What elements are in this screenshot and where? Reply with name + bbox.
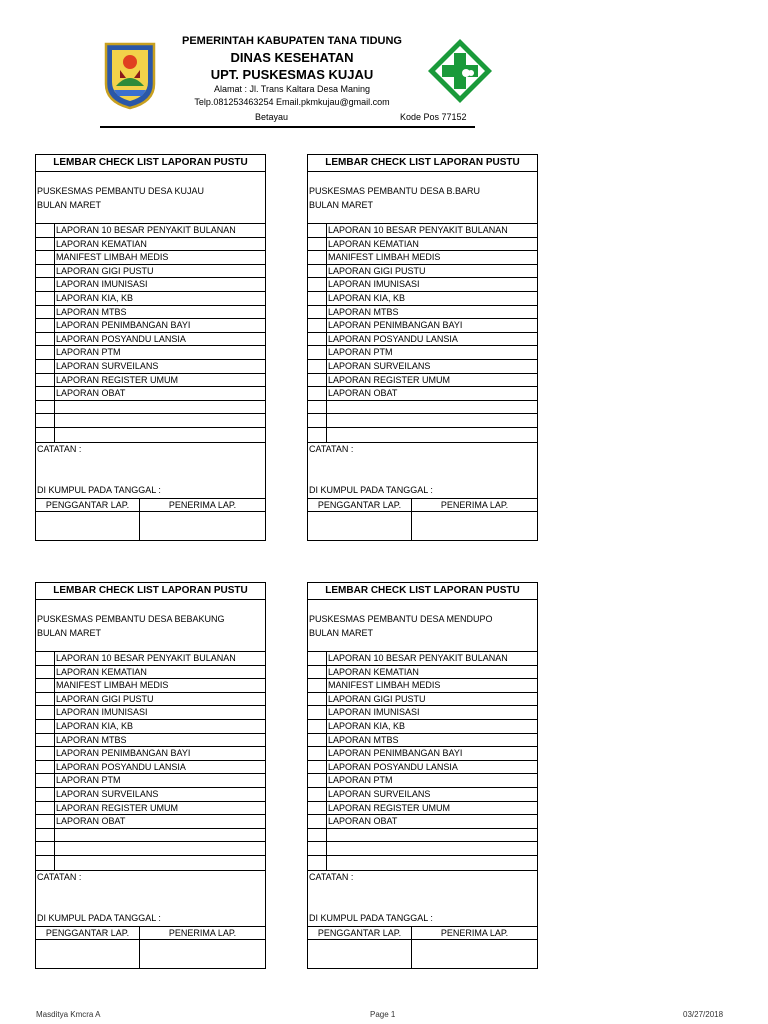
checklist-row <box>308 802 537 816</box>
checklist-row <box>36 374 265 388</box>
report-item-label: LAPORAN 10 BESAR PENYAKIT BULANAN <box>328 653 508 663</box>
receiver-label: PENERIMA LAP. <box>140 499 265 512</box>
checkbox-cell[interactable] <box>36 774 55 787</box>
checkbox-cell[interactable] <box>308 346 327 359</box>
checkbox-cell[interactable] <box>36 802 55 815</box>
checkbox-cell[interactable] <box>36 346 55 359</box>
checkbox-cell[interactable] <box>308 856 327 870</box>
checklist-row <box>36 238 265 252</box>
checklist-row <box>308 278 537 292</box>
sender-label: PENGGANTAR LAP. <box>36 499 139 512</box>
form-info <box>36 600 265 652</box>
bulan-text: BULAN MARET <box>37 628 102 638</box>
checkbox-cell[interactable] <box>308 666 327 679</box>
checklist-row <box>36 856 265 870</box>
report-item-label: LAPORAN IMUNISASI <box>328 707 420 718</box>
report-item-label: LAPORAN KEMATIAN <box>328 238 419 249</box>
receiver-signature[interactable] <box>412 499 537 540</box>
submission-date-field[interactable]: DI KUMPUL PADA TANGGAL : <box>36 911 265 927</box>
checklist-row <box>308 734 537 748</box>
report-item-label: LAPORAN 10 BESAR PENYAKIT BULANAN <box>56 225 236 235</box>
footer-page: Page 1 <box>370 1010 396 1019</box>
checklist-row <box>308 292 537 306</box>
report-item-label <box>327 414 537 427</box>
report-item-label: LAPORAN REGISTER UMUM <box>328 802 451 813</box>
report-item-label <box>327 428 537 442</box>
notes-field[interactable]: CATATAN : <box>37 443 82 454</box>
checklist-row <box>308 761 537 775</box>
report-item-label: LAPORAN MTBS <box>328 306 399 317</box>
checklist-row <box>36 788 265 802</box>
receiver-label: PENERIMA LAP. <box>412 499 537 512</box>
report-item-label <box>55 428 265 442</box>
report-item-label: MANIFEST LIMBAH MEDIS <box>328 680 441 691</box>
report-item-label: LAPORAN POSYANDU LANSIA <box>56 333 186 344</box>
checkbox-cell[interactable] <box>36 842 55 855</box>
checkbox-cell[interactable] <box>36 720 55 733</box>
checklist-row <box>308 374 537 388</box>
sender-signature[interactable] <box>36 499 140 540</box>
checklist-row <box>308 251 537 265</box>
checklist-row <box>308 306 537 320</box>
form-title: LEMBAR CHECK LIST LAPORAN PUSTU <box>36 155 265 172</box>
notes-field[interactable]: CATATAN : <box>37 871 82 882</box>
sender-label: PENGGANTAR LAP. <box>36 927 139 940</box>
footer-date: 03/27/2018 <box>683 1010 724 1019</box>
checkbox-cell[interactable] <box>308 761 327 774</box>
checkbox-cell[interactable] <box>308 292 327 305</box>
checklist-row <box>308 224 537 238</box>
department-title: DINAS KESEHATAN <box>230 50 354 65</box>
report-item-label: LAPORAN REGISTER UMUM <box>56 374 179 385</box>
bulan-text: BULAN MARET <box>309 200 374 210</box>
checkbox-cell[interactable] <box>36 747 55 760</box>
checkbox-cell[interactable] <box>308 319 327 332</box>
checklist-row <box>308 265 537 279</box>
checklist-row <box>36 679 265 693</box>
header-divider <box>100 126 475 128</box>
checkbox-cell[interactable] <box>36 265 55 278</box>
checklist-row <box>36 292 265 306</box>
receiver-signature[interactable] <box>140 927 265 968</box>
report-item-label: LAPORAN MTBS <box>328 734 399 745</box>
form-info <box>308 172 537 224</box>
report-item-label: LAPORAN IMUNISASI <box>56 279 148 290</box>
checkbox-cell[interactable] <box>36 360 55 373</box>
checklist-row <box>36 251 265 265</box>
notes-field[interactable]: CATATAN : <box>309 443 354 454</box>
checkbox-cell[interactable] <box>308 679 327 692</box>
report-item-label: LAPORAN PENIMBANGAN BAYI <box>328 320 463 331</box>
receiver-signature[interactable] <box>140 499 265 540</box>
notes-field[interactable]: CATATAN : <box>309 871 354 882</box>
bulan-text: BULAN MARET <box>37 200 102 210</box>
report-item-label: LAPORAN KEMATIAN <box>56 666 147 677</box>
checklist-row <box>308 747 537 761</box>
desa-name: PUSKESMAS PEMBANTU DESA KUJAU <box>37 186 205 196</box>
checkbox-cell[interactable] <box>36 788 55 801</box>
report-item-label <box>327 842 537 855</box>
checkbox-cell[interactable] <box>36 224 55 237</box>
checkbox-cell[interactable] <box>36 428 55 442</box>
address-text: Alamat : Jl. Trans Kaltara Desa Maning <box>213 84 371 94</box>
checkbox-cell[interactable] <box>36 706 55 719</box>
checklist-row <box>36 319 265 333</box>
checkbox-cell[interactable] <box>308 306 327 319</box>
checkbox-cell[interactable] <box>308 428 327 442</box>
checklist-rows <box>308 652 537 871</box>
checkbox-cell[interactable] <box>308 401 327 414</box>
checklist-row <box>308 414 537 428</box>
checklist-row <box>36 774 265 788</box>
checklist-row <box>308 401 537 415</box>
checklist-rows <box>36 652 265 871</box>
checklist-row <box>308 652 537 666</box>
signature-area <box>36 499 265 540</box>
report-item-label: LAPORAN SURVEILANS <box>328 360 431 371</box>
checkbox-cell[interactable] <box>36 238 55 251</box>
checkbox-cell[interactable] <box>308 693 327 706</box>
report-item-label: LAPORAN MTBS <box>56 734 127 745</box>
report-item-label: MANIFEST LIMBAH MEDIS <box>56 680 169 691</box>
report-item-label: LAPORAN PTM <box>56 775 121 786</box>
checklist-row <box>36 346 265 360</box>
checklist-row <box>36 815 265 829</box>
report-item-label: LAPORAN GIGI PUSTU <box>328 265 426 276</box>
report-item-label: LAPORAN KIA, KB <box>56 292 134 303</box>
checklist-row <box>36 387 265 401</box>
checkbox-cell[interactable] <box>36 734 55 747</box>
form-info <box>308 600 537 652</box>
checklist-row <box>36 761 265 775</box>
sender-label: PENGGANTAR LAP. <box>308 927 411 940</box>
form-title: LEMBAR CHECK LIST LAPORAN PUSTU <box>308 155 537 172</box>
report-item-label: LAPORAN GIGI PUSTU <box>56 265 154 276</box>
sender-label: PENGGANTAR LAP. <box>308 499 411 512</box>
report-item-label: LAPORAN SURVEILANS <box>56 788 159 799</box>
report-item-label: LAPORAN SURVEILANS <box>56 360 159 371</box>
checkbox-cell[interactable] <box>36 856 55 870</box>
checklist-row <box>36 333 265 347</box>
desa-name: PUSKESMAS PEMBANTU DESA MENDUPO <box>309 614 493 624</box>
checklist-row <box>308 856 537 870</box>
checklist-rows <box>36 224 265 443</box>
checklist-form <box>307 154 538 541</box>
checkbox-cell[interactable] <box>308 238 327 251</box>
checklist-row <box>308 693 537 707</box>
checklist-row <box>308 360 537 374</box>
form-title: LEMBAR CHECK LIST LAPORAN PUSTU <box>308 583 537 600</box>
signature-area <box>308 499 537 540</box>
checkbox-cell[interactable] <box>36 829 55 842</box>
checkbox-cell[interactable] <box>308 387 327 400</box>
report-item-label: LAPORAN REGISTER UMUM <box>328 374 451 385</box>
checkbox-cell[interactable] <box>36 761 55 774</box>
report-item-label: LAPORAN KIA, KB <box>328 292 406 303</box>
checkbox-cell[interactable] <box>308 265 327 278</box>
receiver-signature[interactable] <box>412 927 537 968</box>
report-item-label <box>55 829 265 842</box>
puskesmas-title: UPT. PUSKESMAS KUJAU <box>210 67 374 82</box>
report-item-label: MANIFEST LIMBAH MEDIS <box>328 252 441 263</box>
checklist-row <box>308 333 537 347</box>
checkbox-cell[interactable] <box>308 278 327 291</box>
checkbox-cell[interactable] <box>308 224 327 237</box>
report-item-label: LAPORAN OBAT <box>56 388 126 399</box>
submission-date-field[interactable]: DI KUMPUL PADA TANGGAL : <box>36 483 265 499</box>
report-item-label: LAPORAN GIGI PUSTU <box>328 693 426 704</box>
checkbox-cell[interactable] <box>308 815 327 828</box>
signature-area <box>36 927 265 968</box>
checklist-row <box>308 815 537 829</box>
checklist-row <box>308 842 537 856</box>
checkbox-cell[interactable] <box>36 292 55 305</box>
report-item-label: LAPORAN POSYANDU LANSIA <box>328 761 458 772</box>
checkbox-cell[interactable] <box>308 788 327 801</box>
checkbox-cell[interactable] <box>36 652 55 665</box>
checkbox-cell[interactable] <box>308 706 327 719</box>
checklist-row <box>308 387 537 401</box>
checklist-row <box>36 401 265 415</box>
report-item-label: LAPORAN OBAT <box>328 388 398 399</box>
report-item-label <box>55 414 265 427</box>
report-item-label: LAPORAN OBAT <box>56 816 126 827</box>
checklist-row <box>36 306 265 320</box>
checkbox-cell[interactable] <box>36 387 55 400</box>
checklist-row <box>36 265 265 279</box>
report-item-label: LAPORAN PTM <box>56 347 121 358</box>
report-item-label: MANIFEST LIMBAH MEDIS <box>56 252 169 263</box>
checklist-row <box>308 706 537 720</box>
checklist-row <box>36 278 265 292</box>
desa-name: PUSKESMAS PEMBANTU DESA B.BARU <box>309 186 481 196</box>
report-item-label: LAPORAN KIA, KB <box>328 720 406 731</box>
report-item-label: LAPORAN OBAT <box>328 816 398 827</box>
form-info <box>36 172 265 224</box>
report-item-label <box>327 856 537 870</box>
report-item-label: LAPORAN MTBS <box>56 306 127 317</box>
checklist-row <box>36 666 265 680</box>
checklist-row <box>308 666 537 680</box>
receiver-label: PENERIMA LAP. <box>140 927 265 940</box>
checklist-row <box>308 319 537 333</box>
checklist-form <box>307 582 538 969</box>
report-item-label <box>55 842 265 855</box>
checklist-row <box>308 720 537 734</box>
checklist-form <box>35 582 266 969</box>
checklist-row <box>308 829 537 843</box>
checklist-row <box>308 238 537 252</box>
postal-code-text: Kode Pos 77152 <box>400 112 467 122</box>
checkbox-cell[interactable] <box>308 774 327 787</box>
checkbox-cell[interactable] <box>36 414 55 427</box>
receiver-label: PENERIMA LAP. <box>412 927 537 940</box>
checkbox-cell[interactable] <box>36 815 55 828</box>
report-item-label <box>55 401 265 414</box>
report-item-label: LAPORAN PENIMBANGAN BAYI <box>56 320 191 331</box>
checklist-row <box>36 829 265 843</box>
report-item-label: LAPORAN KIA, KB <box>56 720 134 731</box>
checklist-row <box>36 747 265 761</box>
report-item-label <box>55 856 265 870</box>
checkbox-cell[interactable] <box>308 842 327 855</box>
form-title: LEMBAR CHECK LIST LAPORAN PUSTU <box>36 583 265 600</box>
footer-author: Masditya Kmcra A <box>36 1010 101 1019</box>
report-item-label: LAPORAN KEMATIAN <box>328 666 419 677</box>
checklist-row <box>36 842 265 856</box>
report-item-label: LAPORAN REGISTER UMUM <box>56 802 179 813</box>
bulan-text: BULAN MARET <box>309 628 374 638</box>
checklist-form <box>35 154 266 541</box>
checkbox-cell[interactable] <box>36 374 55 387</box>
checklist-rows <box>308 224 537 443</box>
checkbox-cell[interactable] <box>308 333 327 346</box>
checkbox-cell[interactable] <box>308 414 327 427</box>
checkbox-cell[interactable] <box>36 401 55 414</box>
checkbox-cell[interactable] <box>308 829 327 842</box>
report-item-label: LAPORAN POSYANDU LANSIA <box>328 333 458 344</box>
report-item-label: LAPORAN PENIMBANGAN BAYI <box>56 748 191 759</box>
checkbox-cell[interactable] <box>308 652 327 665</box>
checkbox-cell[interactable] <box>308 374 327 387</box>
checklist-row <box>36 414 265 428</box>
checkbox-cell[interactable] <box>36 251 55 264</box>
report-item-label: LAPORAN GIGI PUSTU <box>56 693 154 704</box>
checklist-row <box>308 788 537 802</box>
report-item-label: LAPORAN PENIMBANGAN BAYI <box>328 748 463 759</box>
checkbox-cell[interactable] <box>36 306 55 319</box>
report-item-label: LAPORAN POSYANDU LANSIA <box>56 761 186 772</box>
report-item-label: LAPORAN PTM <box>328 347 393 358</box>
report-item-label <box>327 401 537 414</box>
report-item-label: LAPORAN PTM <box>328 775 393 786</box>
report-item-label: LAPORAN 10 BESAR PENYAKIT BULANAN <box>328 225 508 235</box>
checklist-row <box>36 224 265 238</box>
checkbox-cell[interactable] <box>308 747 327 760</box>
report-item-label <box>327 829 537 842</box>
checklist-row <box>36 693 265 707</box>
health-cross-icon <box>425 36 495 106</box>
checklist-row <box>36 802 265 816</box>
checklist-row <box>308 346 537 360</box>
checklist-row <box>36 652 265 666</box>
submission-date-field[interactable]: DI KUMPUL PADA TANGGAL : <box>308 911 537 927</box>
city-text: Betayau <box>255 112 289 122</box>
signature-area <box>308 927 537 968</box>
contact-text: Telp.081253463254 Email.pkmkujau@gmail.com <box>194 97 390 107</box>
checklist-row <box>308 774 537 788</box>
sender-signature[interactable] <box>308 499 412 540</box>
submission-date-field[interactable]: DI KUMPUL PADA TANGGAL : <box>308 483 537 499</box>
report-item-label: LAPORAN SURVEILANS <box>328 788 431 799</box>
sender-signature[interactable] <box>36 927 140 968</box>
government-title: PEMERINTAH KABUPATEN TANA TIDUNG <box>182 35 402 47</box>
checklist-row <box>308 679 537 693</box>
checkbox-cell[interactable] <box>308 802 327 815</box>
checkbox-cell[interactable] <box>36 679 55 692</box>
checklist-row <box>36 360 265 374</box>
checklist-row <box>36 720 265 734</box>
checkbox-cell[interactable] <box>36 693 55 706</box>
checklist-row <box>36 706 265 720</box>
report-item-label: LAPORAN IMUNISASI <box>56 707 148 718</box>
checkbox-cell[interactable] <box>308 720 327 733</box>
checkbox-cell[interactable] <box>36 333 55 346</box>
checkbox-cell[interactable] <box>36 278 55 291</box>
checklist-row <box>308 428 537 442</box>
checkbox-cell[interactable] <box>308 734 327 747</box>
checkbox-cell[interactable] <box>36 666 55 679</box>
report-item-label: LAPORAN IMUNISASI <box>328 279 420 290</box>
checkbox-cell[interactable] <box>308 251 327 264</box>
desa-name: PUSKESMAS PEMBANTU DESA BEBAKUNG <box>37 614 225 624</box>
report-item-label: LAPORAN KEMATIAN <box>56 238 147 249</box>
sender-signature[interactable] <box>308 927 412 968</box>
checklist-row <box>36 428 265 442</box>
report-item-label: LAPORAN 10 BESAR PENYAKIT BULANAN <box>56 653 236 663</box>
checkbox-cell[interactable] <box>308 360 327 373</box>
checkbox-cell[interactable] <box>36 319 55 332</box>
checklist-row <box>36 734 265 748</box>
